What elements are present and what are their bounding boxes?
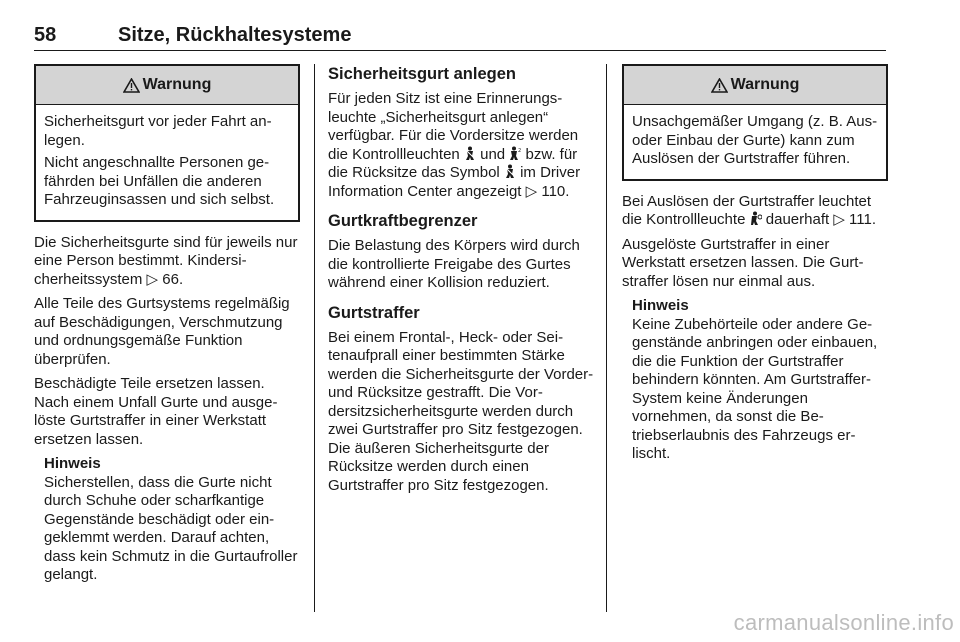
paragraph: Die Belastung des Körpers wird durch die kontrollierte Freigabe des Gurtes während einer Kollision reduziert. xyxy=(328,237,580,291)
warning-title: Warnung xyxy=(142,75,212,93)
warning-title: Warnung xyxy=(730,75,800,93)
column-divider-2 xyxy=(606,64,607,612)
page-header xyxy=(34,24,886,52)
paragraph: Beschädigte Teile ersetzen lassen. Nach einem Unfall Gurte und ausgelöste Gurtstraffer in einer Werkstatt ersetzen lassen. xyxy=(34,375,278,448)
warning-header xyxy=(36,66,298,105)
chapter-title: Sitze, Rückhaltesysteme xyxy=(118,24,352,46)
page-reference: 110. xyxy=(541,182,570,200)
page-reference: 66. xyxy=(162,270,184,288)
seatbelt-rear-icon xyxy=(504,164,516,179)
warning-box xyxy=(34,64,300,222)
note-title: Hinweis xyxy=(632,297,689,314)
seatbelt-warning-icon xyxy=(464,146,476,161)
page-reference: 111. xyxy=(849,211,877,228)
note-text: Sicherstellen, dass die Gurte nicht durch Schuhe oder scharfkantige Gegenstände beschädigt oder eingeklemmt werden. Darauf achten, dass kein Schmutz in die Gurtaufroller gelangt. xyxy=(44,473,298,583)
airbag-belt-tensioner-icon xyxy=(750,211,762,226)
paragraph: Ausgelöste Gurtstraffer in einer Werkstatt ersetzen lassen. Die Gurtstraffer lösen nur einmal aus. xyxy=(622,235,864,290)
warning-triangle-icon xyxy=(123,78,140,93)
warning-header xyxy=(624,66,886,105)
section-heading: Sicherheitsgurt anlegen xyxy=(328,65,516,83)
note xyxy=(622,297,888,464)
note-text: Keine Zubehörteile oder andere Gegenstände anbringen oder einbauen, die die Funktion der Gurtstraffer behindern könnten. Am Gurtstraffer-System keine Änderungen vornehmen, da sonst die Betriebserlaubnis des Fahrzeugs erlischt. xyxy=(632,315,878,462)
page-reference-icon: ▷ xyxy=(833,211,845,228)
column-2 xyxy=(328,64,596,501)
paragraph: Die Sicherheitsgurte sind für jeweils nur eine Person bestimmt. Kindersicherheitssystem ▷ 66. xyxy=(34,233,298,288)
page-number: 58 xyxy=(34,24,57,46)
section-heading: Gurtkraftbegrenzer xyxy=(328,212,478,230)
warning-text: Sicherheitsgurt vor jeder Fahrt anlegen. xyxy=(44,113,272,149)
seatbelt-warning-passenger-icon xyxy=(509,146,521,161)
paragraph: Bei Auslösen der Gurtstraffer leuchtet die Kontrollleuchte dauerhaft ▷ 111. xyxy=(622,192,877,228)
warning-triangle-icon xyxy=(711,78,728,93)
header-rule xyxy=(34,50,886,51)
watermark: carmanualsonline.info xyxy=(733,610,954,635)
column-3 xyxy=(622,64,888,470)
note xyxy=(34,455,300,585)
column-divider-1 xyxy=(314,64,315,612)
section-heading: Gurtstraffer xyxy=(328,303,420,322)
page-reference-icon: ▷ xyxy=(525,182,538,200)
warning-box xyxy=(622,64,888,181)
paragraph: Alle Teile des Gurtsystems regelmäßig auf Beschädigungen, Verschmutzung und ordnungsgemäße Funktion überprüfen. xyxy=(34,295,290,368)
column-1 xyxy=(34,64,300,591)
warning-text: Unsachgemäßer Umgang (z. B. Aus- oder Einbau der Gurte) kann zum Auslösen der Gurtstraffer führen. xyxy=(632,113,878,167)
svg-text:2: 2 xyxy=(518,147,522,154)
paragraph: Bei einem Frontal-, Heck- oder Seitenaufprall einer bestimmten Stärke werden die Sicherheitsgurte der Vorder- und Rücksitze gestrafft. Die Vordersitzsicherheitsgurte werden durch zwei Gurtstraffer pro Sitz festgezogen. Die äußeren Sicherheitsgurte der Rücksitze werden durch einen Gurtstraffer pro Sitz festgezogen. xyxy=(328,328,594,494)
warning-text: Nicht angeschnallte Personen gefährden bei Unfällen die anderen Fahrzeuginsassen und sich selbst. xyxy=(44,154,275,208)
page-reference-icon: ▷ xyxy=(146,270,159,288)
note-title: Hinweis xyxy=(44,455,101,472)
paragraph: Für jeden Sitz ist eine Erinnerungsleuchte „Sicherheitsgurt anlegen“ verfügbar. Für die Vordersitze werden die Kontrollleuchten und 2 bzw. für die Rücksitze das Symbol im Driver Information Center angezeigt ▷ 110. xyxy=(328,90,581,200)
